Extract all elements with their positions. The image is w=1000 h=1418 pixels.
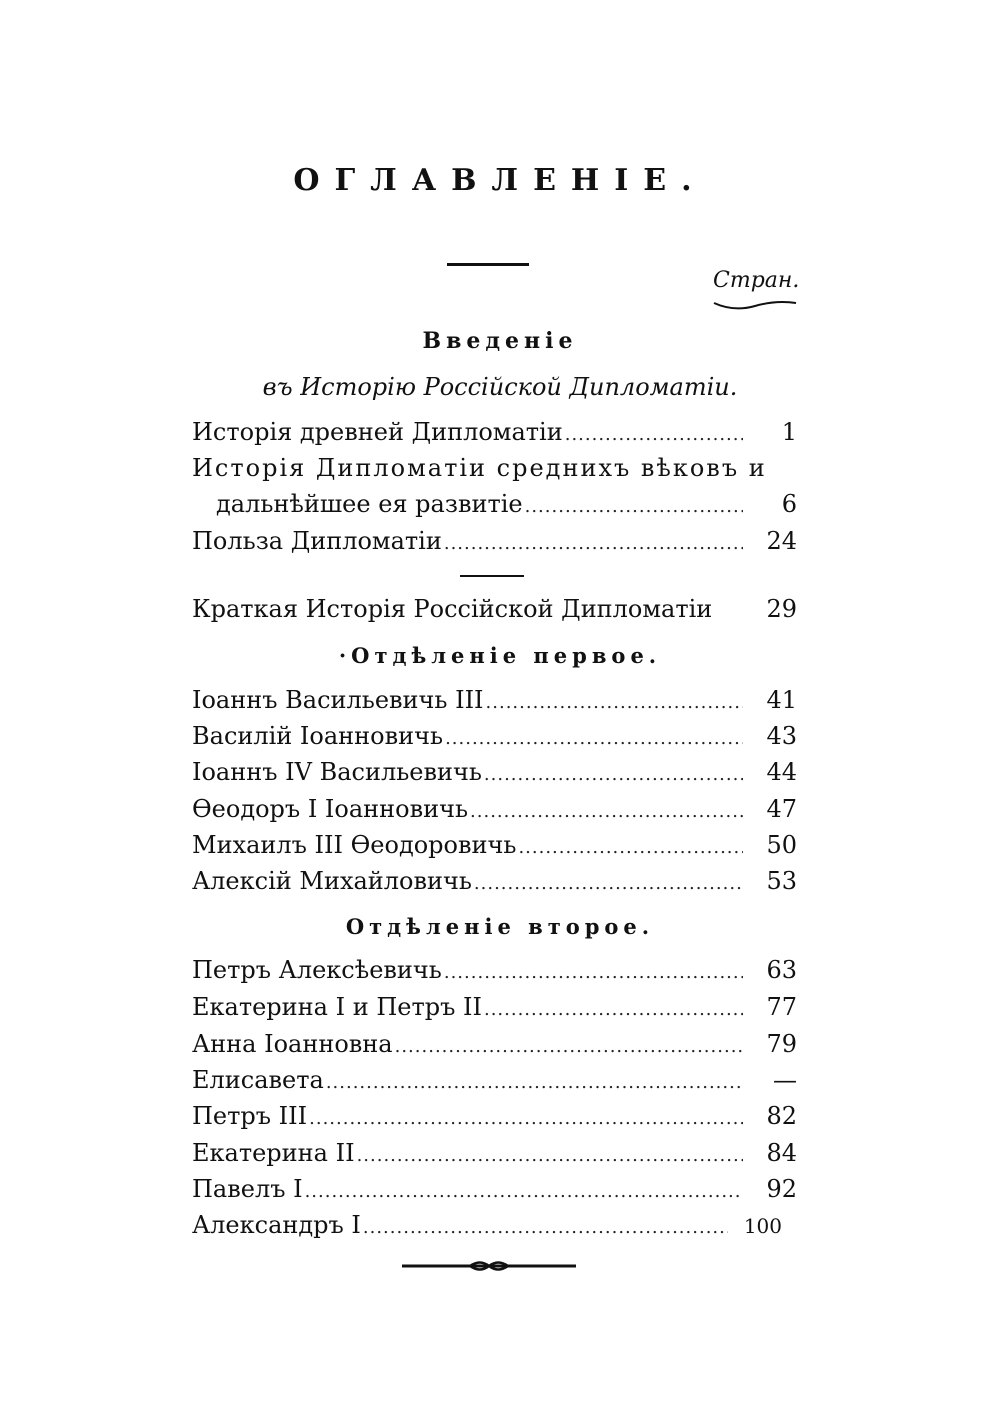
- toc-entry-page: 77: [766, 993, 797, 1021]
- leader-dots: [363, 1217, 728, 1238]
- leader-dots: [518, 837, 743, 858]
- toc-entry-label: Ѳеодоръ I Іоанновичь: [192, 795, 469, 823]
- toc-entry-label: Исторія Дипломатіи среднихъ вѣковъ и: [192, 454, 767, 482]
- leader-dots: [326, 1072, 743, 1093]
- leader-dots: [470, 801, 743, 822]
- toc-entry-label: Екатерина II: [192, 1139, 355, 1167]
- toc-entry-label: Елисавета: [192, 1066, 324, 1094]
- toc-entry-page: —: [773, 1066, 797, 1094]
- toc-entry-page: 41: [766, 686, 797, 714]
- intro-subheading: въ Исторію Россійской Дипломатіи.: [262, 373, 738, 401]
- leader-dots: [395, 1036, 743, 1057]
- toc-entry-label: Краткая Исторія Россійской Дипломатіи: [192, 595, 713, 623]
- leader-dots: [565, 424, 743, 445]
- toc-entry[interactable]: [192, 831, 797, 865]
- leader-dots: [474, 873, 743, 894]
- toc-entry[interactable]: [192, 686, 797, 720]
- toc-entry-label: Екатерина I и Петръ II: [192, 993, 482, 1021]
- toc-entry[interactable]: [216, 490, 797, 524]
- toc-entry-label: Іоаннъ Васильевичь III: [192, 686, 484, 714]
- toc-entry-label: Исторія древней Дипломатіи: [192, 418, 563, 446]
- toc-entry-page: 1: [781, 418, 797, 446]
- section-rule: [460, 575, 524, 577]
- toc-entry[interactable]: [192, 1066, 797, 1100]
- page-title: ОГЛАВЛЕНІЕ.: [293, 163, 707, 198]
- toc-entry-page: 47: [766, 795, 797, 823]
- toc-entry[interactable]: [192, 1211, 782, 1245]
- section-one-heading: ·Отдѣленіе первое.: [338, 643, 662, 668]
- toc-entry-label: Петръ III: [192, 1102, 308, 1130]
- toc-entry-label: Польза Дипломатіи: [192, 527, 442, 555]
- section-two-heading: Отдѣленіе второе.: [345, 914, 655, 939]
- toc-entry-page: 63: [766, 956, 797, 984]
- toc-entry[interactable]: [192, 956, 797, 990]
- toc-entry-page: 6: [781, 490, 797, 518]
- leader-dots: [357, 1145, 743, 1166]
- toc-entry[interactable]: [192, 527, 797, 561]
- toc-entry[interactable]: [192, 993, 797, 1027]
- toc-entry-page: 82: [766, 1102, 797, 1130]
- toc-entry-page: 84: [766, 1139, 797, 1167]
- intro-heading: Введеніе: [422, 328, 578, 354]
- toc-entry-label: дальнѣйшее ея развитіе: [216, 490, 523, 518]
- toc-entry[interactable]: [192, 1175, 797, 1209]
- toc-entry[interactable]: [192, 1139, 797, 1173]
- toc-entry-page: 79: [766, 1030, 797, 1058]
- toc-entry-page: 100: [743, 1214, 782, 1238]
- leader-dots: [486, 692, 743, 713]
- toc-entry-page: 44: [766, 758, 797, 786]
- toc-entry[interactable]: [192, 1102, 797, 1136]
- toc-entry-label: Іоаннъ IV Васильевичь: [192, 758, 482, 786]
- toc-entry[interactable]: [192, 722, 797, 756]
- toc-entry-page: 29: [766, 595, 797, 623]
- toc-entry[interactable]: [192, 418, 797, 452]
- title-rule: [447, 263, 529, 266]
- leader-dots: [444, 962, 743, 983]
- toc-entry[interactable]: [192, 1030, 797, 1064]
- toc-entry-label: Петръ Алексѣевичь: [192, 956, 442, 984]
- swash-ornament-icon: [712, 300, 798, 312]
- leader-dots: [309, 1108, 743, 1129]
- leader-dots: [305, 1181, 743, 1202]
- end-ornament-icon: [400, 1258, 578, 1272]
- toc-entry[interactable]: [192, 454, 797, 488]
- toc-entry-label: Анна Іоанновна: [192, 1030, 393, 1058]
- toc-entry[interactable]: [192, 867, 797, 901]
- toc-entry-label: Михаилъ III Ѳеодоровичь: [192, 831, 517, 859]
- toc-entry-page: 53: [766, 867, 797, 895]
- toc-entry-label: Алексій Михайловичь: [192, 867, 472, 895]
- leader-dots: [444, 533, 743, 554]
- toc-entry[interactable]: [192, 758, 797, 792]
- toc-entry-page: 50: [766, 831, 797, 859]
- leader-dots: [445, 728, 743, 749]
- toc-entry[interactable]: [192, 795, 797, 829]
- toc-entry-page: 43: [766, 722, 797, 750]
- page-column-label: Стран.: [713, 268, 800, 293]
- toc-entry[interactable]: [192, 595, 797, 629]
- toc-entry-page: 24: [766, 527, 797, 555]
- toc-entry-label: Василій Іоанновичь: [192, 722, 444, 750]
- leader-dots: [525, 496, 743, 517]
- leader-dots: [484, 999, 743, 1020]
- toc-entry-page: 92: [766, 1175, 797, 1203]
- leader-dots: [484, 764, 743, 785]
- toc-entry-label: Павелъ I: [192, 1175, 303, 1203]
- toc-entry-label: Александръ I: [192, 1211, 361, 1239]
